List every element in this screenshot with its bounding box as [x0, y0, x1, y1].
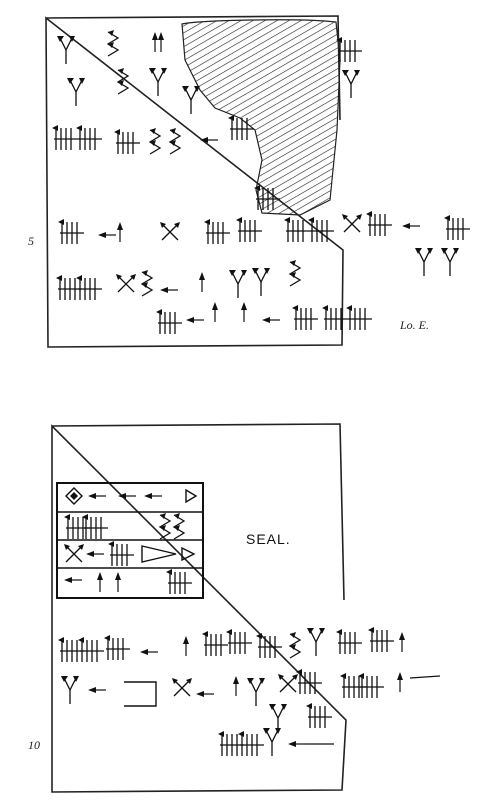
lower-edge-label: Lo. E. — [400, 318, 430, 332]
seal-label: SEAL. — [246, 531, 291, 547]
damaged-area-hatching — [182, 20, 340, 215]
tablet-top — [46, 16, 470, 347]
line-number-10: 10 — [28, 738, 40, 752]
line-number-5: 5 — [28, 234, 34, 248]
tablet-bottom — [52, 424, 440, 792]
